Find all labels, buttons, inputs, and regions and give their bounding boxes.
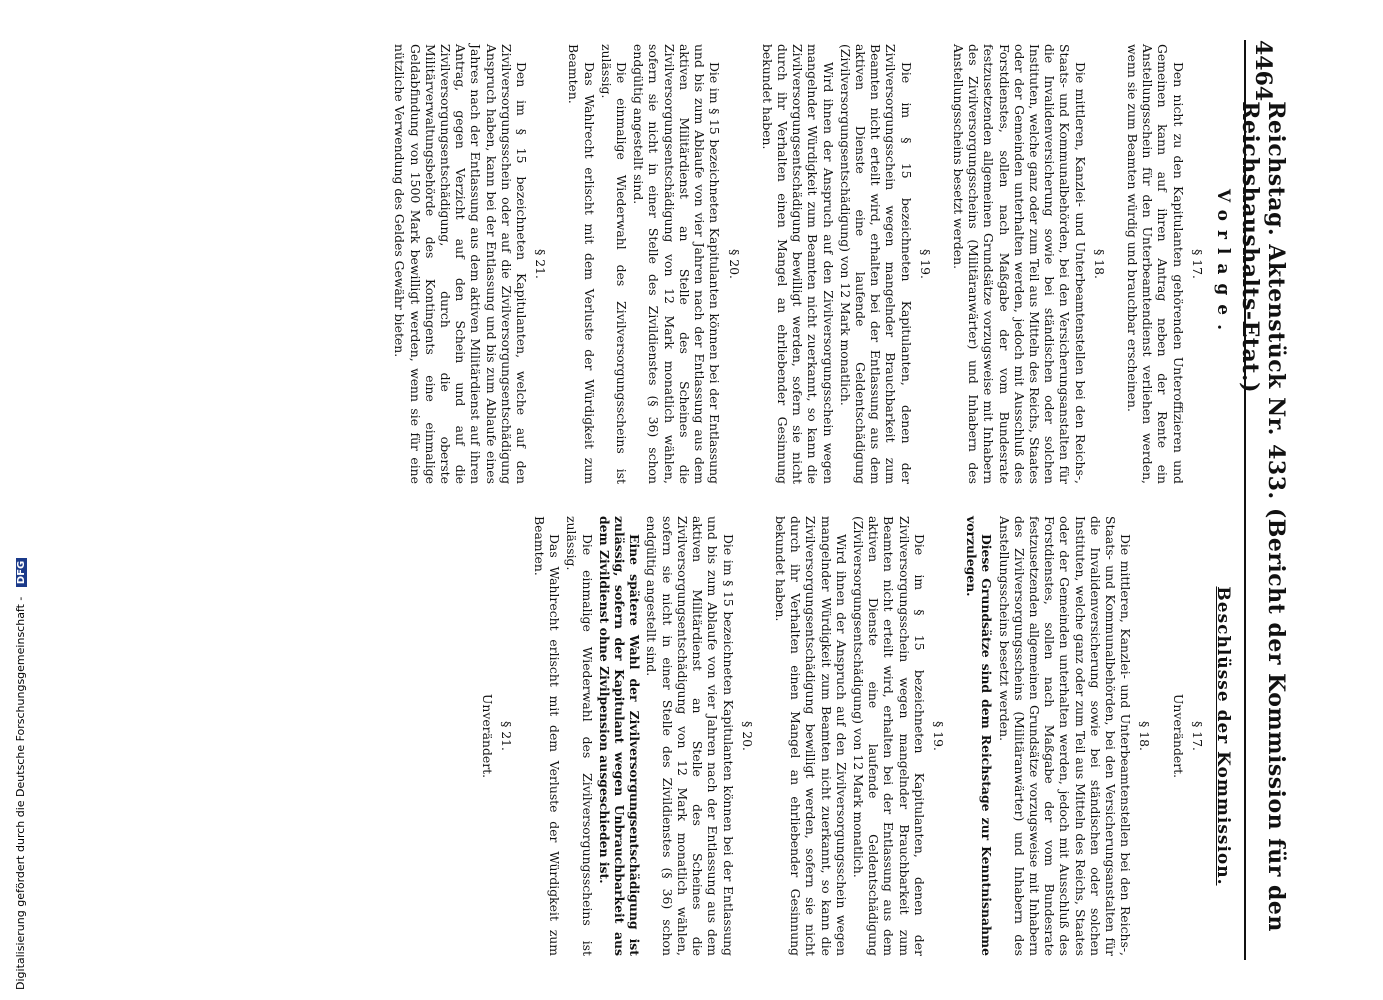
section-21-beschluss — [479, 516, 513, 956]
section-heading: § 19. — [930, 721, 946, 751]
section-text: Die im § 15 bezeichneten Kapitulanten können bei der Entlassung und bis zum Ablaufe von vier Jahren nach der Entlassung aus dem aktiven Militärdienst an Stelle des Scheines die Zivilversorgungsentschädigung von 12 Mark monatlich wählen, sofern sie nicht in einer Stelle des Zivildienstes (§ 36) schon endgültig angestellt sind. — [631, 44, 723, 484]
section-text: Unverändert. — [1170, 693, 1186, 779]
column-title-vorlage: Vorlage. — [1213, 188, 1233, 340]
section-heading: § 17. — [1189, 721, 1205, 751]
section-18-beschluss — [964, 516, 1152, 956]
section-heading: § 18. — [1137, 721, 1153, 751]
section-text: Die einmalige Wiederwahl des Zivilversorgungsscheins ist zulässig. — [564, 516, 595, 956]
column-title-beschluesse: Beschlüsse der Kommission. — [1213, 586, 1233, 886]
section-heading: § 21. — [498, 721, 514, 751]
footer-credit — [14, 10, 30, 990]
section-heading: § 20. — [726, 249, 742, 279]
section-text: Unverändert. — [479, 693, 495, 779]
page-header — [1237, 40, 1289, 960]
section-text-amendment: Diese Grundsätze sind dem Reichstage zur Kenntnisnahme vorzulegen. — [964, 516, 995, 956]
section-18-vorlage — [951, 44, 1107, 484]
section-text-amendment: Eine spätere Wahl der Zivilversorgungsentschädigung ist zulässig, sofern der Kapitulant wegen Unbrauchbarkeit aus dem Zivildienst ohne Zivilpension ausgeschieden ist. — [596, 516, 643, 956]
section-heading: § 21. — [533, 249, 549, 279]
footer-credit-text — [14, 10, 27, 990]
section-text: Die mittleren, Kanzlei- und Unterbeamtenstellen bei den Reichs-, Staats- und Kommunalbehörden, bei den Versicherungsanstalten für die Invalidenversicherung sowie bei ständischen oder solchen Instituten, welche ganz oder zum Teil aus Mitteln des Reichs, Staates oder der Gemeinden unterhalten werden, jedoch mit Ausschluß des Forstdienstes, sollen nach Maßgabe der vom Bundesrate festzusetzenden allgemeinen Grundsätze vorzugsweise mit Inhabern des Zivilversorgungsscheins (Militäranwärter) und Inhabern des Anstellungsscheins besetzt werden. — [996, 516, 1134, 956]
section-heading: § 20. — [739, 721, 755, 751]
section-text: Die einmalige Wiederwahl des Zivilversorgungsscheins ist zulässig. — [598, 44, 630, 484]
section-text: Wird ihnen der Anspruch auf den Zivilversorgungsschein wegen mangelnder Würdigkeit zum Beamten nicht zuerkannt, so kann die Zivilversorgungsentschädigung bewilligt werden, sofern sie nicht durch ihr Verhalten einen Mangel an ehrliebender Gesinnung bekundet haben. — [759, 44, 836, 484]
section-heading: § 19. — [917, 249, 933, 279]
section-text: Die im § 15 bezeichneten Kapitulanten können bei der Entlassung und bis zum Ablaufe von vier Jahren nach der Entlassung aus dem aktiven Militärdienst an Stelle des Scheines die Zivilversorgungsentschädigung von 12 Mark monatlich wählen, sofern sie nicht in einer Stelle des Zivildienstes (§ 36) schon endgültig angestellt sind. — [644, 516, 736, 956]
section-17-vorlage — [1125, 44, 1205, 484]
column-beschluesse — [461, 516, 1233, 956]
page-number: 4464 — [1250, 40, 1276, 102]
section-20-beschluss — [532, 516, 755, 956]
section-20-vorlage — [566, 44, 741, 484]
section-text: Den nicht zu den Kapitulanten gehörenden Unteroffizieren und Gemeinen kann auf ihren Antrag neben der Rente ein Anstellungsschein für den Unterbeamtendienst verliehen werden, wenn sie zum Beamten würdig und brauchbar erscheinen. — [1124, 44, 1186, 484]
column-vorlage — [374, 44, 1233, 484]
section-text: Die im § 15 bezeichneten Kapitulanten, denen der Zivilversorgungsschein wegen mangelnder Brauchbarkeit zum Beamten nicht erteilt wird, erhalten bei der Entlassung aus dem aktiven Dienste eine laufende Geldentschädigung (Zivilversorgungsentschädigung) von 12 Mark monatlich. — [850, 516, 927, 956]
section-19-beschluss — [773, 516, 946, 956]
section-19-vorlage — [760, 44, 933, 484]
document-page — [10, 0, 1290, 1000]
footer-credit-label: Digitalisierung gefördert durch die Deutsche Forschungsgemeinschaft - — [14, 596, 27, 990]
dfg-logo: DFG — [16, 558, 27, 587]
section-17-beschluss — [1170, 516, 1204, 956]
section-text: Den im § 15 bezeichneten Kapitulanten, welche auf den Zivilversorgungsschein oder auf die Zivilversorgungsentschädigung Anspruch haben, kann bei der Entlassung und bis zum Ablaufe eines Jahres nach der Entlassung aus dem aktiven Militärdienst auf ihren Antrag, gegen Verzicht auf den Schein und auf die Zivilversorgungsentschädigung, durch die oberste Militärverwaltungsbehörde des Kontingents eine einmalige Geldabfindung von 1500 Mark bewilligt werden, wenn sie für eine nützliche Verwendung des Geldes Gewähr bieten. — [392, 44, 530, 484]
section-text: Das Wahlrecht erlischt mit dem Verluste der Würdigkeit zum Beamten. — [532, 516, 563, 956]
section-21-vorlage — [392, 44, 548, 484]
section-text: Das Wahlrecht erlischt mit dem Verluste der Würdigkeit zum Beamten. — [566, 44, 597, 484]
section-heading: § 18. — [1091, 249, 1107, 279]
page-title: Reichstag. Aktenstück Nr. 433. (Bericht der Kommission für den Reichshaushalts-Etat.) — [1237, 101, 1289, 932]
section-text: Die mittleren, Kanzlei- und Unterbeamtenstellen bei den Reichs-, Staats- und Kommunalbehörden, bei den Versicherungsanstalten für die Invalidenversicherung sowie bei ständischen oder solchen Instituten, welche ganz oder zum Teil aus Mitteln des Reichs, Staates oder der Gemeinden unterhalten werden, jedoch mit Ausschluß des Forstdienstes, sollen nach Maßgabe der vom Bundesrate festzusetzenden allgemeinen Grundsätze vorzugsweise mit Inhabern des Zivilversorgungsscheins (Militäranwärter) und Inhabern des Anstellungsscheins besetzt werden. — [950, 44, 1088, 484]
section-text: Die im § 15 bezeichneten Kapitulanten, denen der Zivilversorgungsschein wegen mangelnder Brauchbarkeit zum Beamten nicht erteilt wird, erhalten bei der Entlassung aus dem aktiven Dienste eine laufende Geldentschädigung (Zivilversorgungsentschädigung) von 12 Mark monatlich. — [837, 44, 914, 484]
section-text: Wird ihnen der Anspruch auf den Zivilversorgungsschein wegen mangelnder Würdigkeit zum Beamten nicht zuerkannt, so kann die Zivilversorgungsentschädigung bewilligt werden, sofern sie nicht durch ihr Verhalten einen Mangel an ehrliebender Gesinnung bekundet haben. — [772, 516, 849, 956]
section-heading: § 17. — [1189, 249, 1205, 279]
